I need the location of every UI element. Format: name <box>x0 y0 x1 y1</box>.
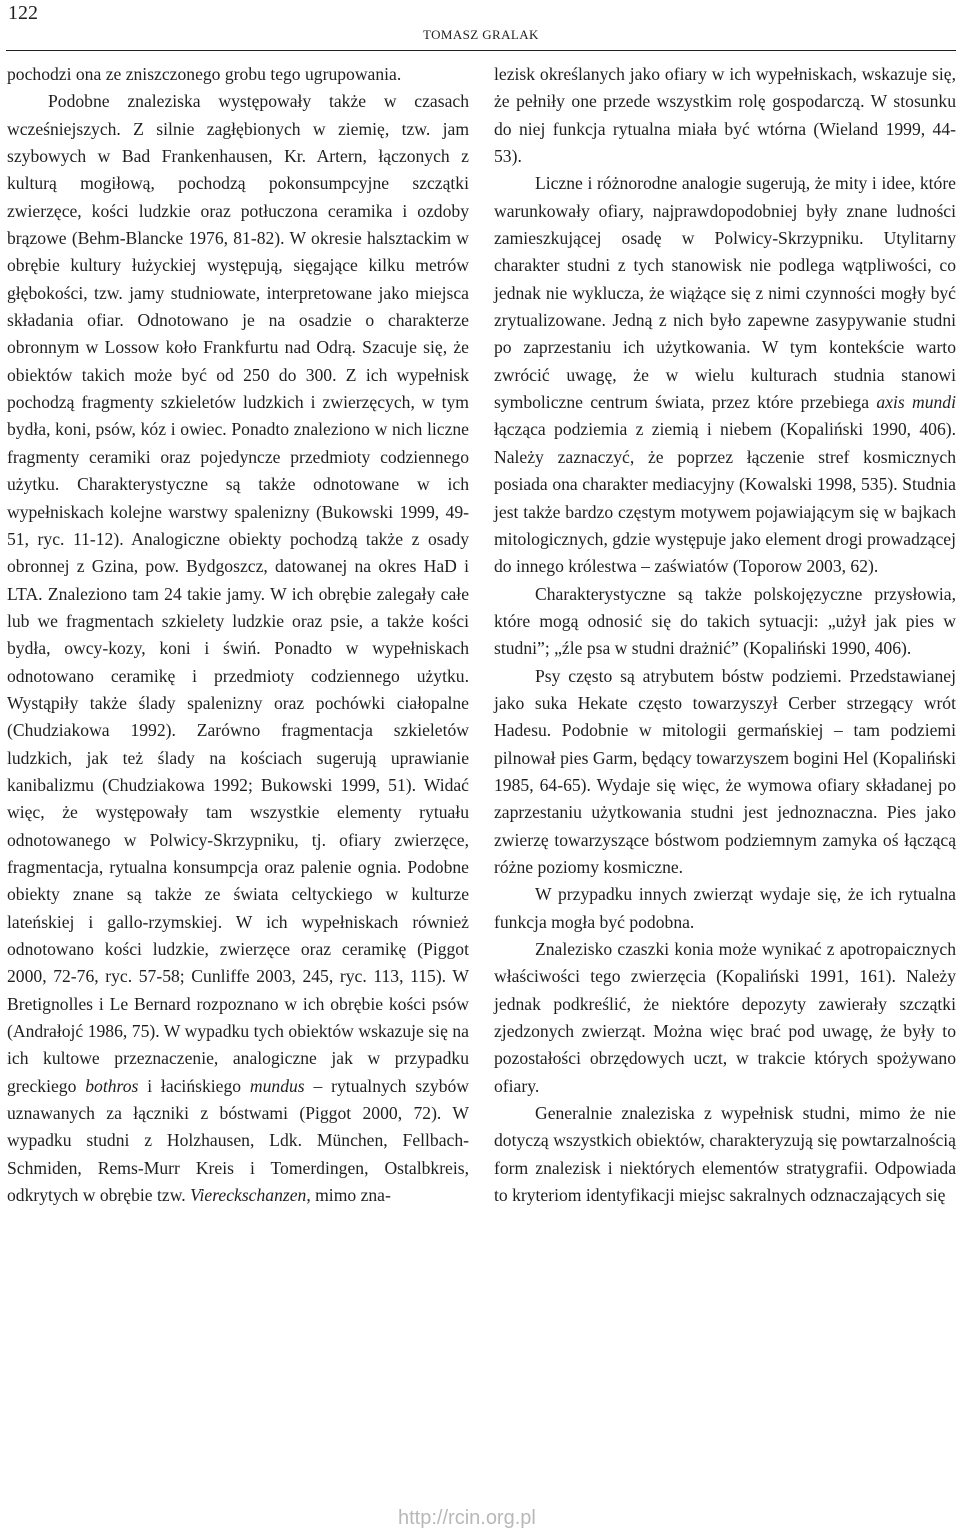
left-column <box>7 61 469 1209</box>
running-head-author: TOMASZ GRALAK <box>423 27 539 42</box>
left-paragraph-2 <box>7 88 469 1209</box>
left-p2-text-d: , mimo zna- <box>306 1185 391 1206</box>
right-column <box>494 61 956 1209</box>
right-paragraph-2 <box>494 170 956 580</box>
right-paragraph-5: W przypadku innych zwierząt wydaje się, że ich rytualna funkcja mogła być podobna. <box>494 884 956 932</box>
term-bothros: bothros <box>85 1075 139 1096</box>
right-paragraph-7: Generalnie znaleziska z wypełnisk studni, mimo że nie dotyczą wszystkich obiektów, charakteryzują się powtarzalnością form znalezisk i niektórych elementów stratygrafii. Odpowiada to kryteriom identyfikacji miejsc sakralnych odznaczających się <box>494 1103 956 1206</box>
footer-url-watermark: http://rcin.org.pl <box>398 1507 536 1529</box>
left-p2-text-c: – rytualnych szybów uznawanych za łączniki z bóstwami (Piggot 2000, 72). W wypadku studni z Holzhausen, Ldk. München, Fellbach-Schmiden, Rems-Murr Kreis i Tomerdingen, Ostalbkreis, odkrytych w obrębie tzw. <box>7 1075 469 1206</box>
left-p2-text-a: Podobne znaleziska występowały także w czasach wcześniejszych. Z silnie zagłębionych w ziemię, tzw. jam szybowych w Bad Frankenhausen, Kr. Artern, łączonych z kulturą mogiłową, pochodzą pokonsumpcyjne szczątki zwierzęce, kości ludzkie oraz potłuczona ceramika i ozdoby brązowe (Behm-Blancke 1976, 81-82). W okresie halsztackim w obrębie kultury łużyckiej występują, sięgające kilku metrów głębokości, tzw. jamy studniowate, interpretowane jako miejsca składania ofiar. Odnotowano je na osadzie o charakterze obronnym w Lossow koło Frankfurtu nad Odrą. Szacuje się, że obiektów takich może być od 250 do 300. Z ich wypełnisk pochodzą fragmenty szkieletów ludzkich i zwierzęcych, w tym bydła, koni, psów, kóz i owiec. Ponadto znaleziono w nich liczne fragmenty ceramiki oraz pojedyncze przedmioty codziennego użytku. Charakterystyczne są także odnotowane w ich wypełniskach kolejne warstwy spalenizny (Bukowski 1999, 49-51, ryc. 11-12). Analogiczne obiekty pochodzą także z osady obronnej z Gzina, pow. Bydgoszcz, datowanej na okres HaD i LTA. Znaleziono tam 24 takie jamy. W ich obrębie zalegały całe lub we fragmentach szkielety ludzkie oraz psie, a także kości bydła, owcy-kozy, koni i świń. Ponadto w wypełniskach odnotowano ceramikę i przedmioty codziennego użytku. Wystąpiły także ślady spalenizny oraz pochówki ciałopalne (Chudziakowa 1992). Zarówno fragmentacja szkieletów ludzkich, jak też ślady na kościach sugerują uprawianie kanibalizmu (Chudziakowa 1992; Bukowski 1999, 51). Widać więc, że występowały tam wszystkie elementy rytuału odnotowanego w Polwicy-Skrzypniku, tj. ofiary zwierzęce, fragmentacja, rytualna konsumpcja oraz palenie ognia. Podobne obiekty znane są także ze świata celtyckiego w kulturze lateńskiej i gallo-rzymskiej. W ich wypełniskach również odnotowano kości ludzkie, zwierzęce oraz ceramikę (Piggot 2000, 72-76, ryc. 57-58; Cunliffe 2003, 245, ryc. 113, 115). W Bretignolles i Le Bernard rozpoznano w ich obrębie kości psów (Andrałojć 1986, 75). W wypadku tych obiektów wskazuje się na ich kultowe przeznaczenie, analogiczne jak w przypadku greckiego <box>7 91 469 1096</box>
term-axis-mundi: axis mundi <box>876 392 956 413</box>
right-paragraph-1: lezisk określanych jako ofiary w ich wypełniskach, wskazuje się, że pełniły one przede wszystkim rolę gospodarczą. W stosunku do niej funkcja rytualna miała być wtórna (Wieland 1999, 44-53). <box>494 64 956 167</box>
term-viereckschanzen: Viereckschanzen <box>190 1185 307 1206</box>
right-paragraph-3: Charakterystyczne są także polskojęzyczne przysłowia, które mogą odnosić się do takich sytuacji: „użył jak pies w studni”; „źle psa w studni drażnić” (Kopaliński 1990, 406). <box>494 583 956 659</box>
left-paragraph-1: pochodzi ona ze zniszczonego grobu tego ugrupowania. <box>7 64 402 84</box>
left-p2-text-b: i łacińskiego <box>138 1075 250 1096</box>
right-paragraph-4: Psy często są atrybutem bóstw podziemi. Przedstawianej jako suka Hekate często towarzyszył Cerber strzegący wrót Hadesu. Podobnie w mitologii germańskiej – tam podziemi pilnował pies Garm, będący towarzyszem bogini Hel (Kopaliński 1985, 64-65). Wydaje się więc, że wymowa ofiary składanej po zaprzestaniu użytkowania studni jest jednoznaczna. Pies jako zwierzę towarzyszące bóstwom podziemnym zamyka oś łączącą różne poziomy kosmiczne. <box>494 665 956 877</box>
page-number: 122 <box>8 2 38 24</box>
right-paragraph-6: Znalezisko czaszki konia może wynikać z apotropaicznych właściwości tego zwierzęcia (Kopaliński 1991, 161). Należy jednak podkreślić, że niektóre depozyty zawierały szczątki zjedzonych zwierząt. Można więc brać pod uwagę, że były to pozostałości obrzędowych uczt, w trakcie których spożywano ofiary. <box>494 939 956 1096</box>
right-p2-text-a: Liczne i różnorodne analogie sugerują, że mity i idee, które warunkowały ofiary, najprawdopodobniej były znane ludności zamieszkującej osadę w Polwicy-Skrzypniku. Utylitarny charakter studni z tych stanowisk nie podlega wątpliwości, co jednak nie wyklucza, że wiążące się z nimi czynności mogły być zrytualizowane. Jedną z nich było zapewne zasypywanie studni po zaprzestaniu ich użytkowania. W tym kontekście warto zwrócić uwagę, że w wielu kulturach studnia stanowi symboliczne centrum świata, przez które przebiega <box>494 173 956 413</box>
term-mundus: mundus <box>249 1075 305 1096</box>
header-rule <box>6 50 956 51</box>
right-p2-text-b: łącząca podziemia z ziemią i niebem (Kopaliński 1990, 406). Należy zaznaczyć, że poprzez łączenie stref kosmicznych posiada ona charakter mediacyjny (Kowalski 1998, 535). Studnia jest także bardzo częstym motywem pojawiającym się w bajkach mitologicznych, gdzie występuje jako element drogi prowadzącej do innego królestwa – zaświatów (Toporow 2003, 62). <box>494 419 956 577</box>
